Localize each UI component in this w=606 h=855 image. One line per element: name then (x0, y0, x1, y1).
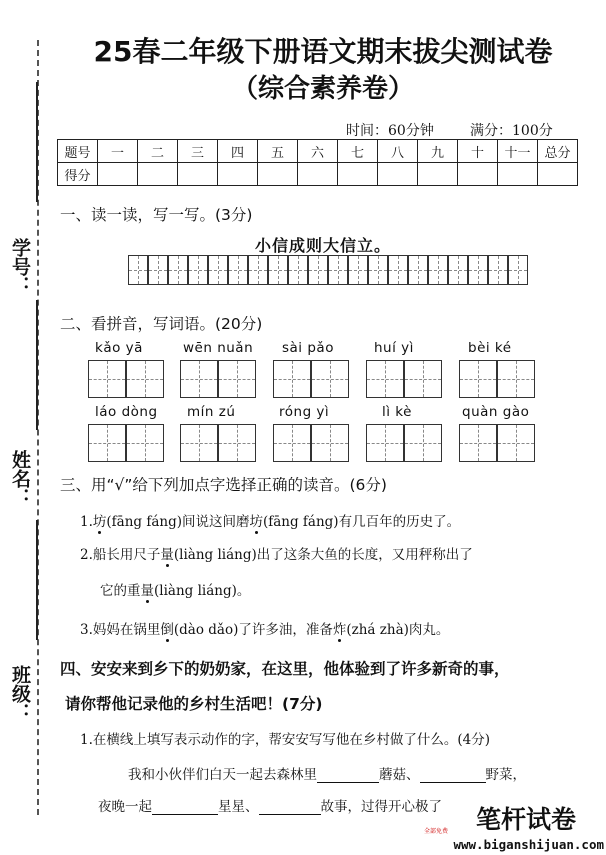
writing-cell[interactable] (188, 255, 208, 285)
writing-cell[interactable] (428, 255, 448, 285)
question-text: 夜晚一起 (98, 799, 152, 815)
question-3-2 (80, 543, 473, 563)
word-box-pair (273, 360, 349, 398)
section1-heading: 一、读一读，写一写。(3分) (60, 206, 253, 224)
writing-cell[interactable] (273, 360, 311, 398)
question-text: 有几百年的历史了。 (338, 514, 461, 530)
answer-blank[interactable] (317, 769, 379, 783)
word-box-pair (273, 424, 349, 462)
writing-cell[interactable] (126, 424, 164, 462)
dotted-char: 坊 (249, 510, 263, 530)
section4-heading-continued: 请你帮他记录他的乡村生活吧！(7分) (65, 695, 323, 713)
writing-cell[interactable] (459, 360, 497, 398)
writing-cell[interactable] (128, 255, 148, 285)
writing-cell[interactable] (497, 360, 535, 398)
writing-cell[interactable] (288, 255, 308, 285)
writing-cell[interactable] (311, 424, 349, 462)
question-number: 1. (80, 514, 93, 530)
writing-cell[interactable] (168, 255, 188, 285)
student-id-label: 学号： (9, 238, 31, 295)
pinyin-choice[interactable]: (fāng fáng) (106, 514, 182, 530)
table-cell: 十一 (498, 140, 538, 163)
score-cell[interactable] (538, 163, 578, 186)
word-box-pair (366, 360, 442, 398)
question-text: 故事，过得开心极了 (320, 799, 442, 815)
score-cell[interactable] (298, 163, 338, 186)
score-cell[interactable] (418, 163, 458, 186)
pinyin-label: róng yì (279, 404, 330, 420)
writing-cell[interactable] (218, 424, 256, 462)
score-cell[interactable] (258, 163, 298, 186)
writing-cell[interactable] (180, 424, 218, 462)
writing-cell[interactable] (180, 360, 218, 398)
writing-cell[interactable] (126, 360, 164, 398)
dotted-char: 炸 (333, 618, 347, 638)
pinyin-label: bèi ké (468, 340, 512, 356)
section2-heading: 二、看拼音，写词语。(20分) (60, 315, 263, 333)
table-cell: 三 (178, 140, 218, 163)
score-cell[interactable] (178, 163, 218, 186)
question-text: 我和小伙伴们白天一起去森林里 (128, 767, 317, 783)
word-box-pair (180, 360, 256, 398)
section3-heading: 三、用“√”给下列加点字选择正确的读音。(6分) (60, 476, 387, 494)
table-cell: 九 (418, 140, 458, 163)
table-cell: 六 (298, 140, 338, 163)
table-cell: 十 (458, 140, 498, 163)
writing-cell[interactable] (208, 255, 228, 285)
pinyin-label: wēn nuǎn (183, 340, 254, 356)
table-cell: 得分 (58, 163, 98, 186)
question-text: 了许多油，准备 (238, 622, 333, 638)
writing-cell[interactable] (408, 255, 428, 285)
writing-cell[interactable] (308, 255, 328, 285)
writing-cell[interactable] (148, 255, 168, 285)
writing-cell[interactable] (404, 424, 442, 462)
table-cell: 七 (338, 140, 378, 163)
dotted-char: 坊 (93, 510, 107, 530)
score-table-header-row (58, 140, 578, 163)
writing-cell[interactable] (218, 360, 256, 398)
score-table (57, 139, 578, 186)
page-subtitle: （综合素养卷） (231, 74, 414, 104)
score-cell[interactable] (498, 163, 538, 186)
score-cell[interactable] (218, 163, 258, 186)
question-text: 它的重 (100, 583, 141, 599)
table-cell: 题号 (58, 140, 98, 163)
writing-cell[interactable] (248, 255, 268, 285)
pinyin-label: kǎo yā (95, 340, 143, 356)
brand-url[interactable]: www.biganshijuan.com (453, 837, 604, 852)
question-text: 肉丸。 (408, 622, 450, 638)
table-cell: 总分 (538, 140, 578, 163)
question-3-3 (80, 618, 449, 638)
question-text: 。 (236, 583, 251, 599)
pinyin-choice[interactable]: (liàng liáng) (173, 547, 257, 563)
fill-line-2 (98, 795, 442, 815)
copy-sentence: 小信成则大信立。 (254, 236, 391, 255)
writing-cell[interactable] (88, 424, 126, 462)
page-title: 25春二年级下册语文期末拔尖测试卷 (93, 35, 553, 68)
writing-cell[interactable] (228, 255, 248, 285)
table-cell: 四 (218, 140, 258, 163)
pinyin-choice[interactable]: (dào dǎo) (173, 622, 239, 638)
pinyin-label: láo dòng (95, 404, 158, 420)
question-4-1: 1.在横线上填写表示动作的字，帮安安写写他在乡村做了什么。(4分) (80, 732, 491, 748)
word-box-pair (459, 424, 535, 462)
question-3-2-continued (100, 579, 250, 599)
word-box-pair (366, 424, 442, 462)
writing-grid-row (128, 255, 528, 285)
table-cell: 二 (138, 140, 178, 163)
answer-blank[interactable] (152, 801, 218, 815)
question-text: 蘑菇、 (379, 767, 420, 783)
score-cell[interactable] (98, 163, 138, 186)
full-score: 满分：100分 (470, 123, 553, 139)
class-blank (36, 520, 38, 640)
pinyin-choice[interactable]: (liàng liáng) (154, 583, 237, 599)
answer-blank[interactable] (259, 801, 321, 815)
question-text: 船长用尺子 (92, 547, 161, 563)
question-text: 妈妈在锅里 (92, 622, 161, 638)
question-text: 出了这条大鱼的长度，又用秤称出了 (256, 547, 473, 563)
writing-cell[interactable] (497, 424, 535, 462)
dotted-char: 倒 (160, 618, 174, 638)
score-cell[interactable] (458, 163, 498, 186)
answer-blank[interactable] (420, 769, 486, 783)
score-table-score-row (58, 163, 578, 186)
question-text: 间说这间磨 (181, 514, 250, 530)
exam-time: 时间：60分钟 (346, 123, 434, 139)
word-box-pair (180, 424, 256, 462)
writing-cell[interactable] (328, 255, 348, 285)
brand-tag: 全部免费 (424, 828, 449, 835)
score-cell[interactable] (138, 163, 178, 186)
brand-name: 笔杆试卷 (475, 805, 576, 834)
dotted-char: 量 (141, 579, 155, 599)
writing-cell[interactable] (388, 255, 408, 285)
name-blank (36, 300, 38, 430)
name-label: 姓名： (9, 450, 31, 507)
table-cell: 五 (258, 140, 298, 163)
fill-line-1 (128, 763, 526, 783)
pinyin-label: quàn gào (462, 404, 530, 420)
word-box-pair (88, 360, 164, 398)
score-cell[interactable] (338, 163, 378, 186)
writing-cell[interactable] (88, 360, 126, 398)
writing-cell[interactable] (468, 255, 488, 285)
class-label: 班级： (9, 665, 31, 722)
dotted-char: 量 (160, 543, 174, 563)
section4-heading: 四、安安来到乡下的奶奶家，在这里，他体验到了许多新奇的事， (60, 660, 510, 678)
writing-cell[interactable] (488, 255, 508, 285)
word-box-pair (459, 360, 535, 398)
writing-cell[interactable] (508, 255, 528, 285)
table-cell: 八 (378, 140, 418, 163)
writing-cell[interactable] (366, 360, 404, 398)
writing-cell[interactable] (366, 424, 404, 462)
word-box-pair (88, 424, 164, 462)
pinyin-label: lì kè (382, 404, 412, 420)
pinyin-label: mín zú (187, 404, 236, 420)
score-cell[interactable] (378, 163, 418, 186)
writing-cell[interactable] (448, 255, 468, 285)
question-number: 2. (80, 547, 93, 563)
question-text: 野菜， (485, 767, 526, 783)
writing-cell[interactable] (368, 255, 388, 285)
table-cell: 一 (98, 140, 138, 163)
writing-cell[interactable] (311, 360, 349, 398)
question-text: 星星、 (218, 799, 259, 815)
pinyin-choice[interactable]: (zhá zhà) (346, 622, 409, 638)
pinyin-label: sài pǎo (282, 340, 334, 356)
question-number: 3. (80, 622, 93, 638)
writing-cell[interactable] (273, 424, 311, 462)
writing-cell[interactable] (348, 255, 368, 285)
writing-cell[interactable] (268, 255, 288, 285)
writing-cell[interactable] (404, 360, 442, 398)
pinyin-choice[interactable]: (fāng fáng) (262, 514, 339, 530)
question-3-1 (80, 510, 460, 530)
student-id-blank (36, 82, 38, 202)
brand-watermark (424, 800, 606, 855)
pinyin-label: huí yì (374, 340, 414, 356)
writing-cell[interactable] (459, 424, 497, 462)
